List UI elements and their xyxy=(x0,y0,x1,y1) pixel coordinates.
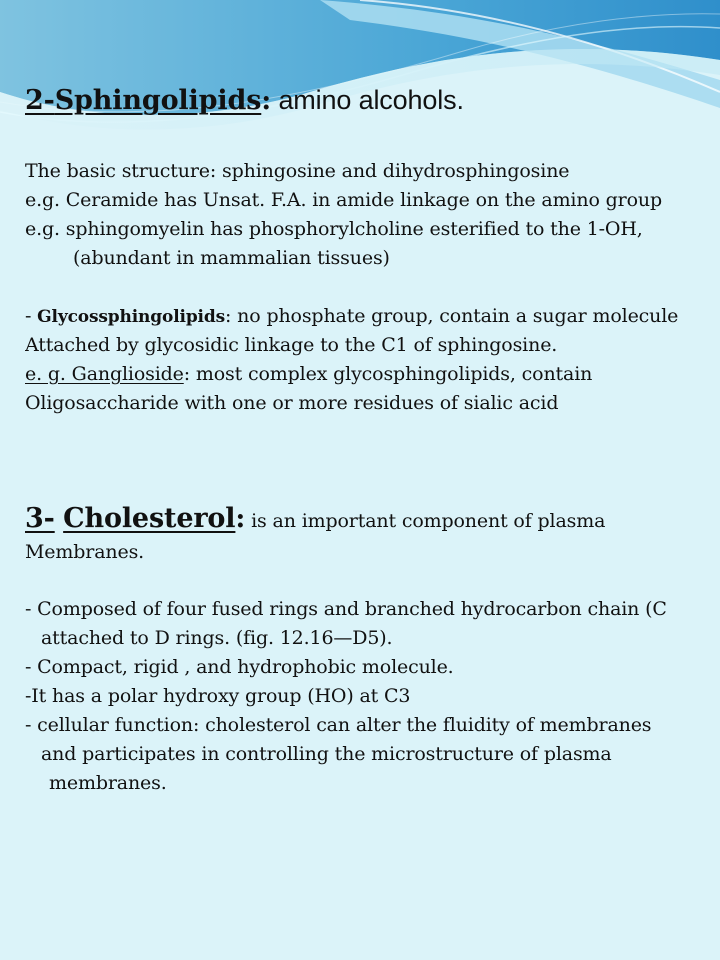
sphingolipids-line-4: (abundant in mammalian tissues) xyxy=(73,247,390,269)
sphingolipids-line-2: e.g. Ceramide has Unsat. F.A. in amide linkage on the amino group xyxy=(25,189,662,211)
sphingolipids-title: Sphingolipids xyxy=(54,85,262,116)
cholesterol-bullet-4: - cellular function: cholesterol can alter the fluidity of membranes xyxy=(25,714,652,736)
ganglioside-example: e. g. Ganglioside xyxy=(25,363,184,385)
glyco-line-3 xyxy=(25,362,592,386)
cholesterol-colon: : xyxy=(235,503,246,534)
cholesterol-title: Cholesterol xyxy=(63,503,236,534)
sphingolipids-colon: : xyxy=(261,85,272,116)
cholesterol-heading xyxy=(25,502,605,538)
glyco-rest: : no phosphate group, contain a sugar molecule xyxy=(225,305,679,327)
sphingolipids-line-1: The basic structure: sphingosine and dihydrosphingosine xyxy=(25,160,570,182)
slide-content xyxy=(25,0,720,960)
sphingolipids-heading xyxy=(25,83,464,118)
sphingolipids-line-3: e.g. sphingomyelin has phosphorylcholine esterified to the 1-OH, xyxy=(25,218,643,240)
sphingolipids-number: 2- xyxy=(25,85,55,116)
cholesterol-bullet-4-cont-1: and participates in controlling the microstructure of plasma xyxy=(41,743,612,765)
cholesterol-bullet-1: - Composed of four fused rings and branched hydrocarbon chain (C xyxy=(25,598,667,620)
cholesterol-bullet-3: -It has a polar hydroxy group (HO) at C3 xyxy=(25,685,411,707)
cholesterol-subtitle: is an important component of plasma xyxy=(245,510,606,532)
sphingolipids-subtitle: amino alcohols. xyxy=(271,85,464,115)
cholesterol-bullet-1-cont: attached to D rings. (fig. 12.16—D5). xyxy=(41,627,393,649)
cholesterol-bullet-2: - Compact, rigid , and hydrophobic molecule. xyxy=(25,656,454,678)
glyco-dash: - xyxy=(25,305,38,327)
cholesterol-bullet-4-cont-2: membranes. xyxy=(49,772,167,794)
glyco-line-4: Oligosaccharide with one or more residues of sialic acid xyxy=(25,392,559,414)
glyco-line-1 xyxy=(25,304,678,329)
glyco-line-2: Attached by glycosidic linkage to the C1 of sphingosine. xyxy=(25,334,558,356)
glyco-term: Glycossphingolipids xyxy=(37,307,226,327)
cholesterol-line-2: Membranes. xyxy=(25,541,145,563)
cholesterol-number: 3- xyxy=(25,503,55,534)
ganglioside-rest: : most complex glycosphingolipids, contain xyxy=(183,363,593,385)
